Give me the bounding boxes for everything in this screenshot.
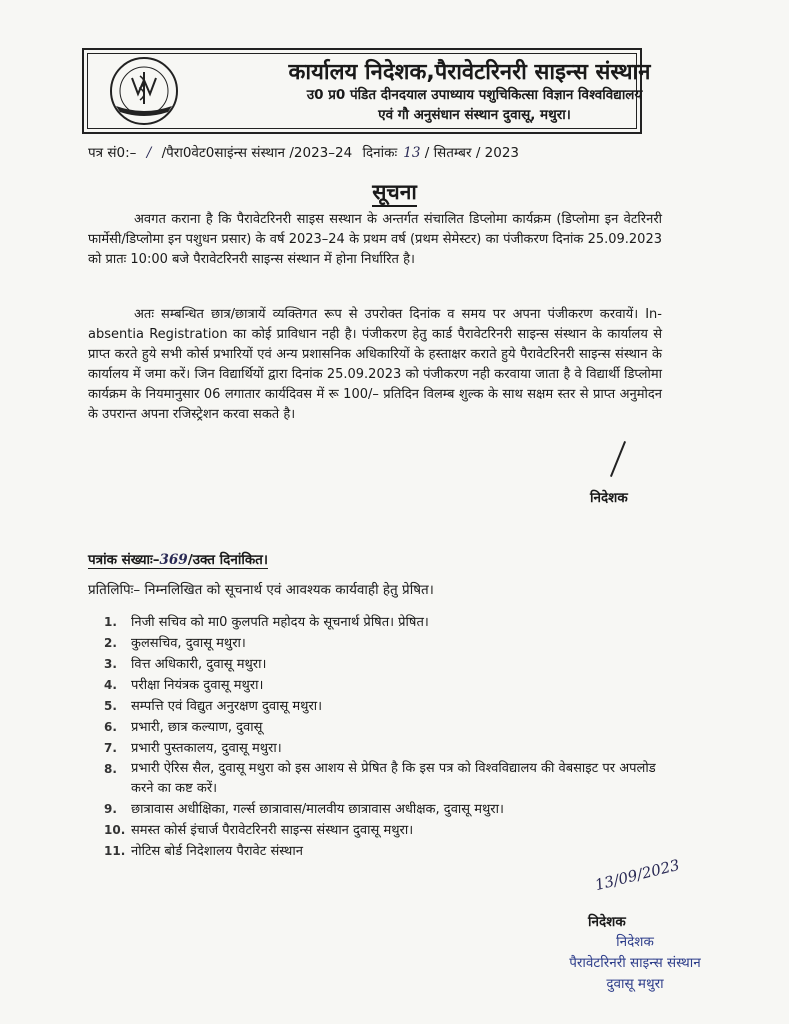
list-item: 3. वित्त अधिकारी, दुवासू मथुरा। xyxy=(104,657,267,672)
list-item: 5. सम्पत्ति एवं विद्युत अनुरक्षण दुवासू मथुरा। xyxy=(104,699,323,714)
list-item: 10. समस्त कोर्स इंचार्ज पैरावेटरिनरी साइन्स संस्थान दुवासू मथुरा। xyxy=(104,823,414,838)
stamp-line-1: निदेशक xyxy=(616,934,654,950)
copy-to-line: प्रतिलिपिः– निम्नलिखित को सूचनार्थ एवं आवश्यक कार्यवाही हेतु प्रेषित। xyxy=(88,582,434,598)
reference-office: /पैरा0वेट0साइंन्स संस्थान xyxy=(161,145,286,161)
letterhead-subtitle-2: एवं गौ अनुसंधान संस्थान दुवासू, मथुरा। xyxy=(378,107,571,123)
copy-list xyxy=(104,612,664,862)
dispatch-number: 369 xyxy=(159,552,188,568)
list-item: 9. छात्रावास अधीक्षिका, गर्ल्स छात्रावास/मालवीय छात्रावास अधीक्षक, दुवासू मथुरा। xyxy=(104,802,504,817)
reference-date-month: / सितम्बर xyxy=(424,145,472,161)
reference-prefix: पत्र सं0:– xyxy=(88,145,137,161)
reference-line xyxy=(88,143,519,161)
reference-date-year: / 2023 xyxy=(475,145,520,161)
reference-year: /2023–24 xyxy=(289,145,353,161)
signature-director: निदेशक xyxy=(590,490,628,506)
dispatch-label: पत्रांक संख्याः– xyxy=(88,552,160,568)
official-stamp xyxy=(540,932,730,995)
reference-date-label: दिनांकः xyxy=(362,145,398,161)
stamp-line-3: दुवासू मथुरा xyxy=(606,976,664,992)
dispatch-line xyxy=(88,550,268,568)
notice-title: सूचना xyxy=(0,178,789,206)
letterhead-title: कार्यालय निदेशक,पैरावेटरिनरी साइन्स संस्थान xyxy=(288,60,651,85)
list-item: 7. प्रभारी पुस्तकालय, दुवासू मथुरा। xyxy=(104,741,282,756)
list-item: 4. परीक्षा नियंत्रक दुवासू मथुरा। xyxy=(104,678,264,693)
signature-stroke xyxy=(610,441,626,477)
list-item: 2. कुलसचिव, दुवासू मथुरा। xyxy=(104,636,246,651)
list-item: 11. नोटिस बोर्ड निदेशालय पैरावेट संस्थान xyxy=(104,844,303,859)
notice-paragraph-1: अवगत कराना है कि पैरावेटरिनरी साइस सस्थान के अन्तर्गत संचालित डिप्लोमा कार्यक्रम (डिप्लोमा इन वेटरिनरी फार्मेसी/डिप्लोमा इन पशुधन प्रसार) के वर्ष 2023–24 के प्रथम वर्ष (प्रथम सेमेस्टर) का पंजीकरण दिनांक 25.09.2023 को प्रातः 10:00 बजे पैरावेटरिनरी साइन्स संस्थान में होना निर्धारित है। xyxy=(88,212,662,267)
reference-date-day: 13 xyxy=(403,145,421,161)
stamp-line-2: पैरावेटरिनरी साइन्स संस्थान xyxy=(569,955,701,971)
notice-paragraph-2: अतः सम्बन्धित छात्र/छात्रायें व्यक्तिगत रूप से उपरोक्त दिनांक व समय पर अपना पंजीकरण करवायें। In-absentia Registration का कोई प्राविधान नही है। पंजीकरण हेतु कार्ड पैरावेटरिनरी साइन्स संस्थान के कार्यालय से प्राप्त करते हुये सभी कोर्स प्रभारियों एवं अन्य प्रशासनिक अधिकारियों के हस्ताक्षर कराते हुये पैरावेटरिनरी साइन्स संस्थान के कार्यालय में जमा करें। जिन विद्यार्थियों द्वारा दिनांक 25.09.2023 को पंजीकरण नही करवाया जाता है वे विद्यार्थी डिप्लोमा कार्यक्रम के नियमानुसार 06 लगातार कार्यदिवस में रू 100/– प्रतिदिन विलम्ब शुल्क के साथ सक्षम स्तर से प्राप्त अनुमोदन के उपरान्त अपना रजिस्ट्रेशन करवा सकते है। xyxy=(88,307,662,422)
signature-director-2: निदेशक xyxy=(588,914,626,930)
reference-number-mark: / xyxy=(146,145,152,161)
dispatch-suffix: /उक्त दिनांकित। xyxy=(187,552,268,568)
list-item: 8. प्रभारी ऐरिस सैल, दुवासू मथुरा को इस आशय से प्रेषित है कि इस पत्र को विश्वविद्यालय की वेबसाइट पर अपलोड करने का कष्ट करें। xyxy=(104,761,656,796)
letterhead-subtitle-1: उ0 प्र0 पंडित दीनदयाल उपाध्याय पशुचिकित्सा विज्ञान विश्वविद्यालय xyxy=(306,87,643,103)
handwritten-signature-date: 13/09/2023 xyxy=(593,855,682,895)
list-item: 1. निजी सचिव को मा0 कुलपति महोदय के सूचनार्थ प्रेषित। प्रेषित। xyxy=(104,615,429,630)
list-item: 6. प्रभारी, छात्र कल्याण, दुवासू xyxy=(104,720,263,735)
